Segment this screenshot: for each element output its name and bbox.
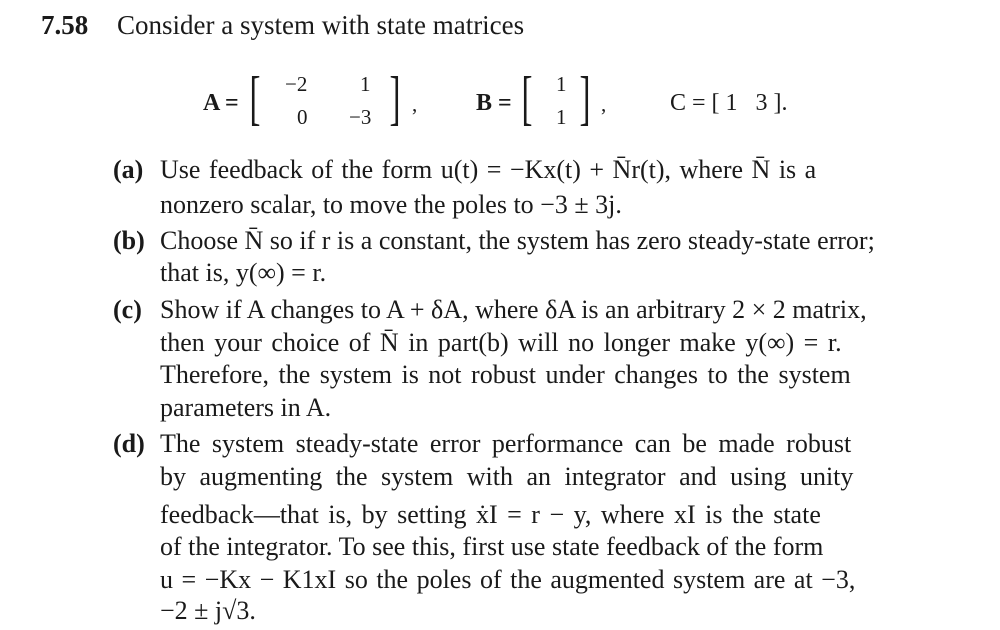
part-d-line-3: feedback—that is, by setting ẋI = r − y, where xI is the state <box>160 500 821 529</box>
part-a-line-2: nonzero scalar, to move the poles to −3 ± 3j. <box>160 190 622 219</box>
matrix-a-comma: , <box>412 92 418 116</box>
part-d-line-2: by augmenting the system with an integrator and using unity <box>160 462 854 491</box>
part-c-label: (c) <box>113 295 142 324</box>
matrix-a-cell-11: −2 <box>285 72 308 96</box>
problem-number: 7.58 <box>41 10 89 40</box>
part-b-label: (b) <box>113 226 145 255</box>
matrix-b-comma: , <box>601 92 607 116</box>
part-b-line-2: that is, y(∞) = r. <box>160 258 327 287</box>
matrix-b-left-bracket: [ <box>521 65 533 131</box>
matrix-a-cell-21: 0 <box>297 105 308 129</box>
part-d-label: (d) <box>113 429 145 458</box>
part-c-line-1: Show if A changes to A + δA, where δA is an arbitrary 2 × 2 matrix, <box>160 295 867 324</box>
part-c-line-2: then your choice of N̄ in part(b) will no longer make y(∞) = r. <box>160 328 842 357</box>
part-a-line-1: Use feedback of the form u(t) = −Kx(t) + N̄r(t), where N̄ is a <box>160 155 817 184</box>
part-d-line-6: −2 ± j√3. <box>160 596 256 625</box>
part-a-label: (a) <box>113 155 144 184</box>
matrix-a-right-bracket: ] <box>389 65 401 131</box>
matrix-b-cell-2: 1 <box>556 105 567 129</box>
matrix-a-cell-12: 1 <box>360 72 371 96</box>
part-c-line-4: parameters in A. <box>160 393 332 422</box>
matrix-a-left-bracket: [ <box>249 65 261 131</box>
matrix-b-cell-1: 1 <box>556 72 567 96</box>
matrix-a-label: A = <box>203 90 239 116</box>
matrix-a-cell-22: −3 <box>349 105 372 129</box>
part-d-line-4: of the integrator. To see this, first use state feedback of the form <box>160 532 824 561</box>
matrix-b-right-bracket: ] <box>579 65 591 131</box>
matrix-c: C = [ 1 3 ]. <box>670 90 788 116</box>
problem-stem: Consider a system with state matrices <box>117 10 525 40</box>
part-b-line-1: Choose N̄ so if r is a constant, the system has zero steady-state error; <box>160 226 875 255</box>
matrix-b-label: B = <box>476 90 512 116</box>
part-d-line-5: u = −Kx − K1xI so the poles of the augmented system are at −3, <box>160 565 856 594</box>
part-d-line-1: The system steady-state error performance can be made robust <box>160 429 852 458</box>
part-c-line-3: Therefore, the system is not robust under changes to the system <box>160 360 851 389</box>
